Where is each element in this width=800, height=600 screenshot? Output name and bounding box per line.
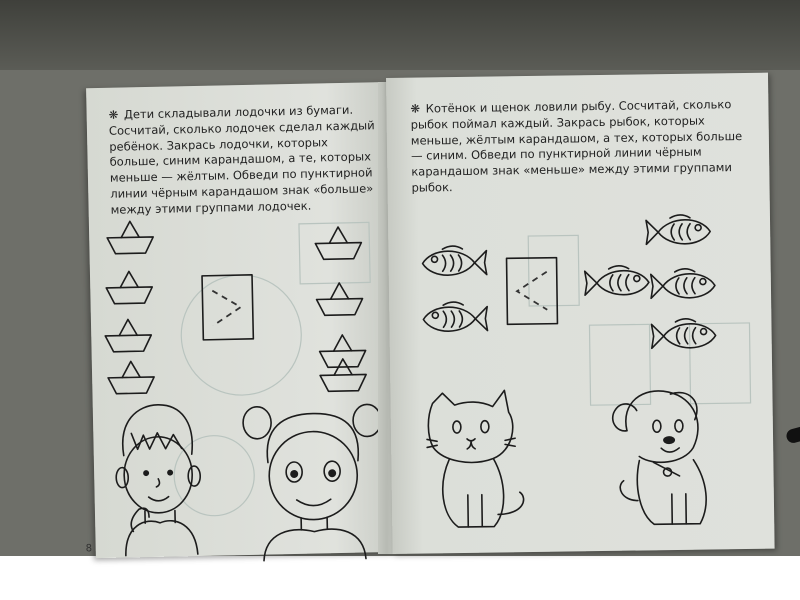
right-illustration: [386, 73, 775, 554]
boat-icon: [319, 334, 366, 367]
boat-icon: [316, 283, 363, 316]
puppy-illustration: [612, 390, 706, 525]
backdrop: [0, 0, 800, 70]
fish-left-group: [422, 246, 487, 332]
less-than-box: [507, 258, 558, 325]
bullet-icon: ❋: [108, 107, 119, 122]
fish-icon: [651, 268, 715, 298]
boy-illustration: [115, 404, 202, 556]
left-page: [86, 82, 396, 558]
boat-icon: [107, 221, 154, 254]
bullet-icon: ❋: [410, 101, 421, 116]
ghost-print: [528, 233, 750, 406]
left-task-instructions: Дети складывали лодочки из бумаги. Сосчитай, сколько лодочек сделал каждый ребёнок. Закрась лодочки, которых больше, синим карандашом, а те, которых меньше — жёлтым. Обведи по пунктирной линии чёрным карандашом знак «больше» между этими группами лодочек.: [108, 102, 375, 217]
right-page: [386, 73, 775, 554]
fish-icon: [422, 246, 486, 276]
boat-icon: [315, 227, 362, 260]
right-task-instructions: Котёнок и щенок ловили рыбу. Сосчитай, сколько рыбок поймал каждый. Закрась рыбок, которых меньше, жёлтым карандашом, а тех, которых больше — синим. Обведи по пунктирной линии чёрным карандашом знак «меньше» между этими группами рыбок.: [410, 97, 743, 195]
boats-left-group: [103, 221, 157, 394]
boat-icon: [105, 319, 152, 352]
page-number: 8: [85, 543, 93, 555]
fish-icon: [651, 318, 715, 348]
bottom-bar: [0, 556, 800, 600]
boat-icon: [108, 361, 155, 394]
pen-tip: [785, 420, 800, 445]
fish-icon: [585, 265, 649, 295]
girl-illustration: [243, 404, 384, 561]
boat-icon: [106, 271, 153, 304]
boats-right-group: [315, 227, 366, 392]
fish-icon: [423, 302, 487, 332]
kitten-illustration: [426, 390, 524, 527]
left-illustration: [86, 82, 396, 558]
fish-icon: [646, 214, 710, 244]
